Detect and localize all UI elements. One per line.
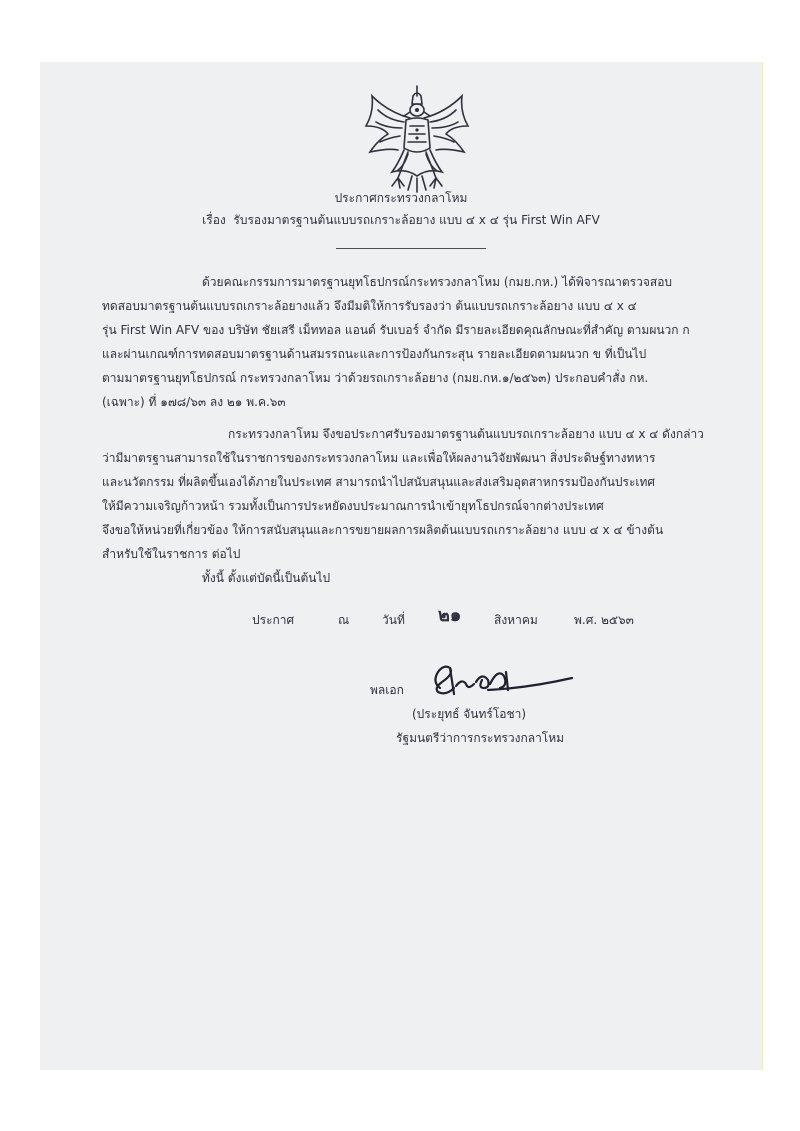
rank-label: พลเอก <box>370 683 404 697</box>
signature-image <box>428 658 576 702</box>
document-page <box>40 62 763 1070</box>
signatory-position: รัฐมนตรีว่าการกระทรวงกลาโหม <box>396 731 565 745</box>
paragraph1-line: ทดสอบมาตรฐานต้นแบบรถเกราะล้อยางแล้ว จึงมีมติให้การรับรองว่า ต้นแบบรถเกราะล้อยาง แบบ ๔ x ๔ <box>102 299 637 313</box>
paragraph2-line: ว่ามีมาตรฐานสามารถใช้ในราชการของกระทรวงกลาโหม และเพื่อให้ผลงานวิจัยพัฒนา สิ่งประดิษฐ์ทางทหาร <box>102 451 656 465</box>
subject-line <box>40 212 762 228</box>
paragraph1-line: และผ่านเกณฑ์การทดสอบมาตรฐานด้านสมรรถนะและการป้องกันกระสุน รายละเอียดตามผนวก ข ที่เป็นไป <box>102 347 647 361</box>
paragraph2-line: สำหรับใช้ในราชการ ต่อไป <box>102 547 241 561</box>
paragraph2-line: และนวัตกรรม ที่ผลิตขึ้นเองได้ภายในประเทศ สามารถนำไปสนับสนุนและส่งเสริมอุตสาหกรรมป้องกันประเทศ <box>102 475 656 489</box>
garuda-emblem-icon <box>358 82 476 194</box>
paragraph1-line: (เฉพาะ) ที่ ๑๗๘/๖๓ ลง ๒๑ พ.ค.๖๓ <box>102 395 286 409</box>
paragraph2-line: กระทรวงกลาโหม จึงขอประกาศรับรองมาตรฐานต้นแบบรถเกราะล้อยาง แบบ ๔ x ๔ ดังกล่าว <box>228 427 704 441</box>
paragraph2-line: จึงขอให้หน่วยที่เกี่ยวข้อง ให้การสนับสนุนและการขยายผลการผลิตต้นแบบรถเกราะล้อยาง แบบ ๔ x ๔ ข้างต้น <box>102 523 664 537</box>
effective-date-line: ทั้งนี้ ตั้งแต่บัดนี้เป็นต้นไป <box>202 571 331 585</box>
paragraph2-line: ให้มีความเจริญก้าวหน้า รวมทั้งเป็นการประหยัดงบประมาณการนำเข้ายุทโธปกรณ์จากต่างประเทศ <box>102 499 604 513</box>
subject-label: เรื่อง <box>202 213 226 227</box>
paragraph1-line: รุ่น First Win AFV ของ บริษัท ชัยเสรี เม็ททอล แอนด์ รับเบอร์ จำกัด มีรายละเอียดคุณลักษณะที่สำคัญ ตามผนวก ก <box>102 323 690 337</box>
at-label: ณ <box>338 613 350 627</box>
document-title: ประกาศกระทรวงกลาโหม <box>334 191 468 205</box>
subject-text: รับรองมาตรฐานต้นแบบรถเกราะล้อยาง แบบ ๔ x ๔ รุ่น First Win AFV <box>233 213 600 227</box>
year-label: พ.ศ. ๒๕๖๓ <box>574 613 634 627</box>
signatory-name: (ประยุทธ์ จันทร์โอชา) <box>412 707 527 721</box>
title-divider <box>336 248 486 249</box>
month-label: สิงหาคม <box>494 613 538 627</box>
paragraph1-line: ด้วยคณะกรรมการมาตรฐานยุทโธปกรณ์กระทรวงกลาโหม (กมย.กห.) ได้พิจารณาตรวจสอบ <box>202 275 673 289</box>
paragraph1-line: ตามมาตรฐานยุทโธปกรณ์ กระทรวงกลาโหม ว่าด้วยรถเกราะล้อยาง (กมย.กห.๑/๒๕๖๓) ประกอบคำสั่ง กห. <box>102 371 649 385</box>
handwritten-day: ๒๑ <box>438 605 462 626</box>
announce-label: ประกาศ <box>252 613 295 627</box>
day-label: วันที่ <box>382 613 405 627</box>
